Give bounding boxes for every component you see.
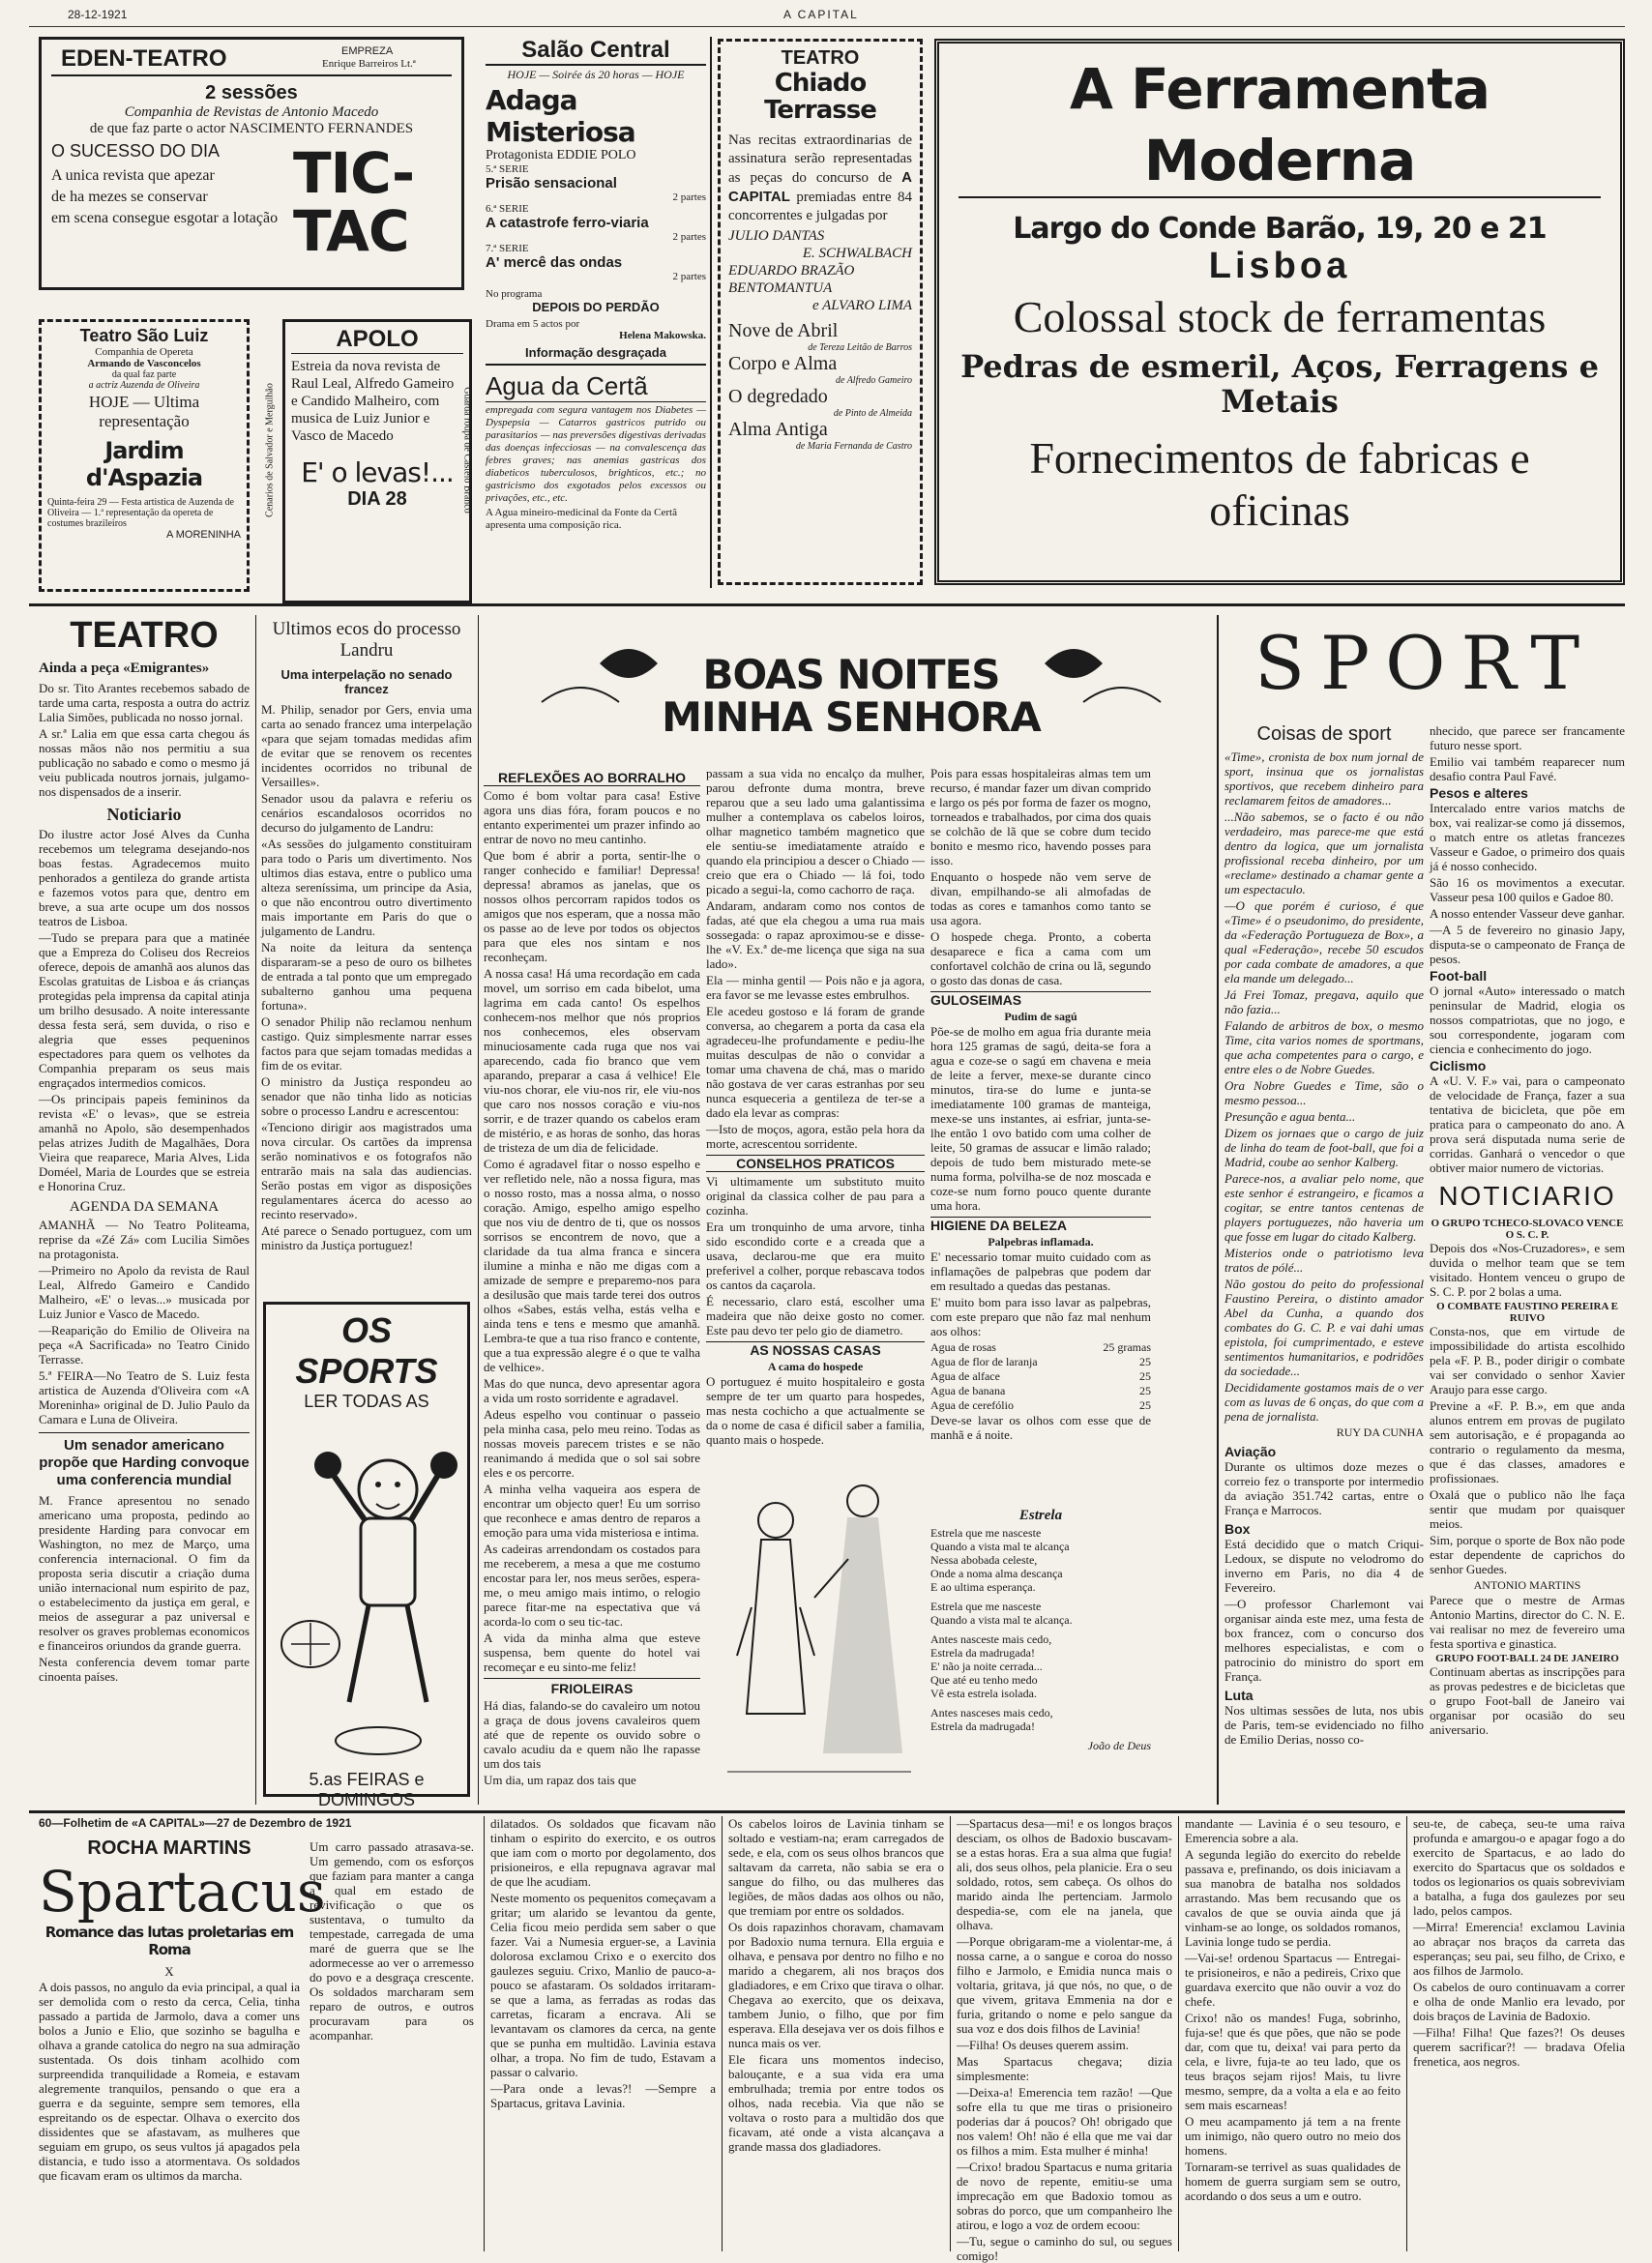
sports-ad-days: 5.as FEIRAS e DOMINGOS [309,1770,425,1809]
eden-show-title: TIC-TAC [293,140,415,264]
sport-signature: RUY DA CUNHA [1336,1425,1424,1439]
folhetim-header: 60—Folhetim de «A CAPITAL»—27 de Dezembro de 1921 [39,1816,352,1830]
teatro-p2: A sr.ª Lalia em que essa carta chegou ás nossas mãos não nos permitiu a sua publicação no sabado e como o mesmo já veiu publicada noutros jornais, julgamo-nos dispensados de a inserir. [39,726,250,799]
apolo-title: APOLO [291,326,463,354]
salao-series-7: 7.ª SERIE [486,243,529,254]
pesos-p3: A nosso entender Vasseur deve ganhar. [1430,906,1625,921]
football-p1: O jornal «Auto» interessado o match peninsular de Madrid, elogia os nossos compatriotas, que no jogo, e sou correspondente, jogaram com ciencia e conhecimento do jogo. [1430,984,1625,1056]
news-7-title: GRUPO FOOT-BALL 24 DE JANEIRO [1435,1653,1619,1664]
saoluiz-next: A MORENINHA [165,529,241,541]
reflexoes-p7: A minha velha vaqueira aos espera de encontrar um objecto quer! Eu um sorriso que reconhece e amas dentro de reparos a emoção para uma vida misteriosa e intima. [484,1482,700,1540]
boas-noites-title: BOAS NOITES MINHA SENHORA [662,651,1041,741]
poem-title: Estrela [1018,1508,1063,1523]
folhetim-rule [29,1810,1625,1813]
luta-title: Luta [1224,1688,1254,1703]
folhetim-c2: Um carro passado atrasava-se. Um gemendo, com os esforços que faziam para manter a canga a qual em estado de revivificação o que os sustentava, o tumulto da tempestade, carregada de uma maré de guerra que se lhe adormecesse ao ver o arremesso do povo e a desgraça crescente. Os soldados marcharam sem reparo de outros, e outros procuravam para os acompanhar. [310,1839,474,2043]
conselhos-p1: Vi ultimamente um substituto muito original da classica colher de pau para a cozinha. [706,1174,925,1218]
folhetim-c8: Ele ficara uns momentos indeciso, balouçante, e a sua vida era uma embrulhada; tremia por entre todos os olhos, nada recebia. Via que não se voltava o rosto para a multidão dos que ficavam, até onde a vista alcançava a grande massa dos gladiadores. [728,2052,944,2154]
folhetim-section [39,1816,1625,2263]
col-rule-2 [478,615,479,1805]
recipe-row-4-value: 25 [1139,1384,1151,1397]
sports-ad-sub: LER TODAS AS [304,1392,429,1411]
sport-p9: Parece-nos, a avaliar pelo nome, que este senhor é estrangeiro, e ficamos a cogitar, se entre tantos centenas de players portuguezes, não haveria um que fosse em lugar do citado Kalberg. [1224,1171,1424,1244]
aviacao-title: Aviação [1224,1444,1277,1459]
salao-drama: Drama em 5 actos por [486,318,580,330]
boas-noites-banner [484,625,1219,760]
eden-line-2: de ha mezes se conservar [51,189,208,205]
masthead [29,6,1625,27]
sport-p5: Falando de arbitros de box, o mesmo Time, cita varios nomes de sportmans, que acha competentes para o cargo, e entre eles o de Nobre Guedes. [1224,1018,1424,1076]
col2b-p3: Ela — minha gentil — Pois não e ja agora, era favor se me levasse estes embrulhos. [706,973,925,1002]
teatro-p4: —Tudo se prepara para que a matinée que a Empreza do Coliseu dos Recreios oferece, depois de amanhã aos alunos das Escolas gratuitas de Lisboa e ás crianças protegidas pela imprensa da capital atinja um brilho desusado. A noite interessante dessa festa será, sem duvida, o riso e alegria que esses pequeninos espectadores para quem os velhotes da Companhia preparam os seus mais engraçados intermedios comicos. [39,930,250,1090]
salao-program: No programa [486,288,543,300]
teatro-a4: 5.ª FEIRA—No Teatro de S. Luiz festa artistica de Auzenda d'Oliveira com «A Moreninha» original de D. Julio Paulo da Camara e Luna de Oliveira. [39,1368,250,1426]
eden-line-3: em scena consegue esgotar a lotação [51,210,279,226]
news-2-text: Consta-nos, que em virtude de impossibilidade do artista escolhido pela «F. P. B., poder dirigir o combate vai ser convidado o senhor Xavier Araujo para esse cargo. [1430,1324,1625,1396]
salao-series-7-title: A' mercê das ondas [486,254,623,271]
salao-series-5-title: Prisão sensacional [486,175,617,191]
sao-luiz-ad [39,319,250,592]
salao-author: Helena Makowska. [619,330,706,341]
poem-signature: João de Deus [1087,1739,1151,1752]
folhetim-author: ROCHA MARTINS [87,1837,251,1859]
poem-line-3: Nessa abobada celeste, [930,1553,1038,1567]
pesos-title: Pesos e alteres [1430,785,1528,801]
news-1-title: O GRUPO TCHECO-SLOVACO VENCE O S. C. P. [1431,1218,1624,1241]
news-signature: ANTONIO MARTINS [1473,1578,1581,1592]
folhetim-title: Spartacus [39,1859,326,1925]
landru-p4: Na noite da leitura da sentença dispararam-se a peso de ouro os bilhetes de entrada a tal ponto que um empregado subalterno ganhou uma pequena fortuna». [261,940,472,1013]
higiene-p2: E' muito bom para isso lavar as palpebras, com este preparo que não faz mal nenhum aos olhos: [930,1295,1151,1338]
col-rule-3 [1217,615,1219,1805]
salao-parts-3: 2 partes [672,271,706,282]
conselhos-p3: É necessario, claro está, escolher uma madeira que não deixe gosto no comer. Este pau devo ter pelo gio de diametro. [706,1294,925,1337]
teatro-column [39,615,250,1805]
chiado-terrasse-ad [718,39,923,585]
agua-title: Agua da Certã [486,371,706,402]
recipe-row-4: Agua de banana [930,1384,1006,1397]
guloseimas-p1: Põe-se de molho em agua fria durante meia hora 125 gramas de sagú, deita-se fora a agua e coze-se o sagú em chavena e meia de leite a ferver, mexe-se durante cinco minutos, tira-se do lume e junta-se imediatamente 100 gramas de manteiga, mexe-se uns instantes, ai esfriar, junta-se-lhe então 1 ovo batido com uma colher de leite, 50 gramas de assucar e limão ralado; depois de tudo bem misturado mete-se numa forma, polvilha-se de noz moscada e coze-se num forno pouco quente durante uma hora. [930,1024,1151,1213]
teatro-p7: Nesta conferencia devem tomar parte cinoenta países. [39,1655,250,1684]
col-rule-1 [255,615,256,1805]
sport-p1: «Time», cronista de box num jornal de sport, insinua que os jornalistas sportivos, que recebem dinheiro para reclamarem feitos de amadores... [1224,749,1424,808]
chiado-play-1: Nove de Abril [728,320,839,341]
teatro-title: TEATRO [70,615,219,656]
folhetim-c3: dilatados. Os soldados que ficavam não tinham o espirito do exercito, e os outros que iam com o morto por degolamento, dos prisioneiros, e ella repugnava agravar mal de que lhe acudiam. [490,1816,716,1889]
recipe-row-1-value: 25 gramas [1103,1340,1151,1354]
eden-title: EDEN-TEATRO [61,45,227,72]
news-3-text: Previne a «F. P. B.», em que anda alunos entrem em provas de pugilato sem autorisação, e é propaganda ao contrario o regulamento da mesma, que é das classes, amadores e profissionaes. [1430,1398,1625,1485]
ferramenta-stones: Pedras de esmeril, Aços, Ferragens e Metais [960,348,1599,420]
higiene-p1: E' necessario tomar muito cuidado com as inflamações de palpebras que podem dar em resultado a quedas das pestanas. [930,1249,1151,1293]
landru-p7: «Tenciono dirigir aos magistrados uma nova circular. Os cartões da imprensa serão nominativos e os fotografos não entrarão mais na sala das audiencias. Serão postas em vigor as disposições regulamentares ácerca do acesso ao recinto reservado». [261,1120,472,1221]
apolo-text: Estreia da nova revista de Raul Leal, Alfredo Gameiro e Candido Malheiro, com musica de Luiz Junior e Vasco de Macedo [291,359,455,444]
poem-line-13: Antes nasceses mais cedo, [930,1706,1053,1719]
folhetim-c1: A dois passos, no angulo da evia principal, a qual ia ser demolida com o resto da cerca, Celia, tinha passado a partida de Jarmolo, dava a comer uns bolos a Junio e Elio, que sozinho se bagulha e olhava a grande catolica do negro na sua admiração sustentada. Os dois tinham acolhido com surpreendida tranquilidade a Romeia, e estavam alegremente tranquilos, pensando o que era a guerra e da seguinte, sempre sem temores, ella espreitando os de espectar. Olhava o exercito dos dissidentes que se afastavam, as mulheres que seguiam em grupo, os seus vultos já apagados pela distancia, e tudo isso a atormentava. Os soldados que ficavam eram os ultimos da marcha. [39,1980,300,2183]
landru-p3: «As sessões do julgamento constituiram para todo o Paris um divertimento. Nos ultimos dias estava, entre o publico uma alteza sereníssima, um principe da Asia, o que não encontrou outro divertimento mais importante em Paris do que o julgamento de Landru. [261,837,472,938]
salao-series-6: 6.ª SERIE [486,203,529,215]
folhetim-c18: —Vai-se! ordenou Spartacus — Entregai-te prisioneiros, e não a pedireis, Crixo que guardava exercito que não ouvir a voz do chefe. [1185,1951,1401,2009]
folhetim-chapter: X [164,1964,174,1979]
landru-title: Ultimos ecos do processo Landru [272,619,461,661]
chiado-play-4-author: de Maria Fernanda de Castro [795,441,912,452]
poem-line-12: Vê esta estrela isolada. [930,1687,1037,1700]
poem-line-9: Estrela da madrugada! [930,1646,1035,1660]
sport-column-1 [1224,723,1424,1805]
recipe-row-3-value: 25 [1139,1369,1151,1383]
salao-tonight: HOJE — Soirée ás 20 horas — HOJE [507,68,685,81]
news-1-text: Depois dos «Nos-Cruzadores», e sem duvida o melhor team que se tem visitado. Hontem venceu o grupo de S. C. P. por 2 bolas a uma. [1430,1241,1625,1299]
chiado-judge-3: EDUARDO BRAZÃO [728,263,855,279]
saoluiz-actress: a actriz Auzenda de Oliveira [88,380,200,391]
ferramenta-address: Largo do Conde Barão, 19, 20 e 21 [1013,212,1547,246]
saoluiz-director: Armando de Vasconcelos [87,358,201,369]
box-p2: —O professor Charlemont vai organisar ainda este mez, uma festa de box francez, com o concurso dos melhores especialistas, e com o patrocinio do ministro do sport em França. [1224,1597,1424,1684]
pesos-p1: Intercalado entre varios matchs de box, vai realizar-se como já dissemos, o match entre os atletas francezes Vasseur e Gadoe, o primeiro dos quais já é nosso conhecido. [1430,801,1625,873]
folhetim-c6: Os cabelos loiros de Lavinia tinham se soltado e vestiam-na; eram carregados de sede, e ela, com os seus olhos brancos que saltavam da carreta, não sabia se era o sangue do filho, ou das mulheres das legiões, de mãos dadas aos olhos ou não, que tremiam por entre os soldados. [728,1816,944,1918]
landru-p2: Senador usou da palavra e referiu os cenários escandalosos ocorridos no decurso do julgamento de Landru: [261,791,472,835]
agua-footer: A Agua mineiro-medicinal da Fonte da Certã apresenta uma composição rica. [486,507,677,531]
teatro-p1: Do sr. Tito Arantes recebemos sabado de tarde uma carta, resposta a outra do actriz Lalia Simões, publicada no nosso jornal. [39,681,250,724]
news-5-text: Sim, porque o sporte de Box não pode estar dependente de caprichos do senhor Guedes. [1430,1533,1625,1576]
landru-column [261,619,472,1296]
higiene-p3: Deve-se lavar os olhos com esse que de manhã e á noite. [930,1413,1151,1442]
apolo-phrase: E' o levas!... [301,456,454,488]
folhetim-c4: Neste momento os pequenitos começavam a gritar; um alarido se levantou da gente, Celia ficou meio perdida sem saber o que fazer. Vai a Numesia erguer-se, a Lavinia dolorosa exclamou Crixo e o exercito dos gaulezes seguiu. Crixo, Manlio de pauco-a-pouco se afastaram. Os soldados irritaram-se que a lama, as ferradas as rodas das carretas, ficaram a encrava. Ali se levantavam os clamores da cerca, na gente que se punha em multidão. Lavinia estava olhar, a tropa. No fim de tudo, Estavam a passar o calvario. [490,1891,716,2079]
conselhos-p2: Era um tronquinho de uma arvore, tinha sido escondido corte e a creada que a usava, declarou-me que era muito preferivel a colher, porque rebascava todos os cantos da caçarola. [706,1220,925,1292]
landru-p1: M. Philip, senador por Gers, envia uma carta ao senado francez uma interpelação «para que sejam tomadas medidas afim de evitar que se renovem os recentes incidentes ocorridos no tribunal de Versailles». [261,702,472,789]
recipe-row-1: Agua de rosas [930,1340,996,1354]
eden-empresa: EMPREZA [341,45,394,57]
saoluiz-today: HOJE — Ultima representação [88,393,200,430]
poem-line-14: Estrela da madrugada! [930,1719,1035,1733]
frioleiras-p2: Um dia, um rapaz dos tais que [484,1773,636,1787]
folhetim-sub: Romance das lutas proletarias em Roma [44,1924,294,1958]
folhetim-c25: —Filha! Filha! Que fazes?! Os deuses querem sacrificar?! — bradava Ofelia frenetica, aos negros. [1413,2025,1625,2069]
sport-p4: Já Frei Tomaz, pregava, aquilo que não fazia... [1224,987,1424,1016]
teatro-p3: Do ilustre actor José Alves da Cunha recebemos um telegrama desejando-nos boas festas. Agradecemos muito penhorados a gentileza do grande artista e fazemos votos para que, dentro em breve, a sua arte ocupe um dos nossos teatros de Lisboa. [39,827,250,928]
poem-line-2: Quando a vista mal te alcança [930,1540,1070,1553]
reflexoes-p5: Mas do que nunca, devo apresentar agora a vida um rosto sorridente e agradavel. [484,1376,700,1405]
folhetim-c10: —Porque obrigaram-me a violentar-me, á nossa carne, a o sangue e coroa do nosso filho e Jarmolo, e Emidia nunca mais o voltaria, gritava, já que nós, no que, o de que vivem, gritava Emmenia na dor e furia, gritando o nome e pelo sangue da sua voz e dos dois filhos de Lavinia! [957,1934,1172,2036]
sport-p12: Decididamente gostamos mais de o ver com as luvas de 6 onças, do que com a pena de jornalista. [1224,1380,1424,1424]
higiene-title: HIGIENE DA BELEZA [930,1217,1151,1233]
folhetim-c14: —Crixo! bradou Spartacus e numa gritaria de novo de repente, emitiu-se uma imprecação em que Badoxio tomou as sobras do porco, que um companheiro lhe atirou, e logo a voz de ordem ecoou: [957,2160,1172,2232]
casas-title: AS NOSSAS CASAS [706,1341,925,1358]
folhetim-c17: A segunda legião do exercito do rebelde passava e, prefinando, os dois iniciavam a sua manobra de batalha nos soldados arrastando. Mas bem recusando que os cavalos de que se ouvia ainda que já vinham-se ao longe, os soldados romanos, Lavinia longe tudo se perdia. [1185,1847,1401,1949]
sports-ad-title: OS SPORTS [295,1310,438,1391]
salao-central-ad [482,37,712,588]
football-title: Foot-ball [1430,968,1488,984]
sport-p2: ...Não sabemos, se o facto é ou não verdadeiro, mas parece-me que está dentro da logica, que um jornalista profissional receba dinheiro, por um «reclame» destinado a chamar gente a um espectaculo. [1224,809,1424,896]
frioleiras-p1: Há dias, falando-se do cavaleiro um notou a graça de dous jovens cavaleiros quem até que de repente os ouvido sobre o cavalo acudiu da e quem não lhe rapasse um dos tais [484,1698,700,1771]
sport-p8: Dizem os jornaes que o cargo de juiz de linha do team de foot-ball, que foi a Madrid, coube ao senhor Kalberg. [1224,1126,1424,1169]
col2b-p4: Ele acedeu gostoso e lá foram de grande conversa, ao chegarem a porta da casa ela agradeceu-lhe profundamente e pediu-lhe muitas desculpas de não o convidar a tomar uma chavena de chá, mas o marido não gostava de ver caras estranhas por seu nunca esqueceria a gentileza de ter-se a dado ela levar as compras: [706,1004,925,1120]
salao-parts-2: 2 partes [672,231,706,243]
chiado-play-3: O degredado [728,386,828,407]
poem-line-11: Que até eu tenho medo [930,1673,1038,1687]
folhetim-c12: Mas Spartacus chegava; dizia simplesmente: [957,2054,1172,2083]
sport-column-2 [1430,723,1625,1805]
noticiario-title: NOTICIARIO [1438,1181,1616,1211]
poem-line-10: E' não ja noite cerrada... [930,1660,1043,1673]
box-p1: Está decidido que o match Criqui-Ledoux, se dispute no velodromo do inverno em Paris, no dia 4 de Fevereiro. [1224,1537,1424,1595]
folhetim-c19: Crixo! não os mandes! Fuga, sobrinho, fuja-se! que és que pões, que não se pode dar, com que tu, deixa! vai para perto da cela, e livre, fuja-te ao teu lado, que os teus braços sejam rijos! Mais, tu livre mesmo, sempre, da a volta a ela e ao feito sem mais escarneas! [1185,2011,1401,2112]
boxer-illustration [272,1412,465,1770]
poem-line-4: Onde a noma alma descança [930,1567,1063,1580]
recipe-row-5: Agua de cerefólio [930,1398,1014,1412]
guloseimas-column [930,766,1151,1442]
recipe-row-2-value: 25 [1139,1355,1151,1368]
poem-line-1: Estrela que me nasceste [930,1526,1042,1540]
apolo-side-left: Cenarios de Salvador e Mergulhão [264,383,276,517]
chiado-judge-2: E. SCHWALBACH [802,246,912,261]
casas-sub: A cama do hospede [767,1360,864,1373]
folhetim-c5: —Para onde a levas?! —Sempre a Spartacus, gritava Lavinia. [490,2081,716,2110]
chiado-play-4: Alma Antiga [728,419,828,440]
chiado-name: Chiado Terrasse [764,69,876,125]
eden-line-1: A unica revista que apezar [51,167,215,184]
col2b-p1: passam a sua vida no encalço da mulher, parou defronte duma montra, breve reparou que a seu lado uma galantissima mulher a contemplava os cabelos loiros, olhar magnetico também magnetico que ele sentiu-se imediatamente atraído e quando ela principiou a descer o Chiado — creio que era o Chiado — lá foi, todo picado a segui-la, como cachorro de raça. [706,766,925,896]
eden-empresario: Enrique Barreiros Lt.ª [322,58,416,70]
chiado-play-2: Corpo e Alma [728,353,838,374]
salao-info: Informação desgraçada [486,345,706,366]
eden-teatro-ad [39,37,464,290]
poem-line-5: E ao ultima esperança. [930,1580,1036,1594]
ferramenta-supply: Fornecimentos de fabricas e oficinas [1029,433,1530,535]
landru-sub: Uma interpelação no senado francez [280,667,453,696]
news-2-title: O COMBATE FAUSTINO PEREIRA E RUIVO [1436,1301,1618,1324]
poem-line-7: Quando a vista mal te alcança. [930,1613,1073,1627]
higiene-sub: Palpebras inflamada. [988,1235,1094,1249]
salao-star: Protagonista EDDIE POLO [486,148,636,162]
poem-line-6: Estrela que me nasceste [930,1600,1042,1613]
ciclismo-title: Ciclismo [1430,1058,1487,1073]
estrela-poem [930,1509,1151,1799]
teatro-noticiario: Noticiario [106,805,182,824]
landru-p5: O senador Philip não reclamou nenhum castigo. Quiz simplesmente narrar esses factos para que sejam tomadas medidas a fim de os evitar. [261,1014,472,1073]
salao-series-6-title: A catastrofe ferro-viaria [486,215,649,231]
reflexoes-title: REFLEXÕES AO BORRALHO [484,770,700,786]
coisas-title: Coisas de sport [1256,723,1392,745]
sport-title: SPORT [1254,620,1596,706]
sport-p3: —O que porém é curioso, é que «Time» é o pseudonimo, do presidente, da «Federação Portugueza de Box», a qual «Federação», recebe 50 escudos por cada combate de amadores, a que ela mande um delegado... [1224,898,1424,985]
col3-p2: Enquanto o hospede não vem serve de divan, empilhando-se ali almofadas de todas as cores e tamanhos como tanto se usa agora. [930,869,1151,927]
reflexoes-p2: Que bom é abrir a porta, sentir-lhe o ranger conhecido e familiar! Depressa! depressa! abramos as janelas, que os nossos olhos percorram rapidos todos os amigos que nos esperam, que a nossa mão os passe ao de leve por todos os objectos para que eles nos sintam e nos reconheçam. [484,848,700,964]
folhetim-c9: —Spartacus desa—mi! e os longos braços desciam, os olhos de Badoxio buscavam-se a estas horas. Era a sua alma que fugia! ali, dos seus olhos, pela planicie. Era o seu soldado, rotos, sem cabeça. Os olhos do marido ainda lhe pertenciam. Jarmolo despedia-se, com ele na janela, que olhava. [957,1816,1172,1932]
reflexoes-column [484,766,700,1801]
reflexoes-p9: A vida da minha alma que esteve suspensa, bem quente do hotel vai recomeçar e eu sinto-me feliz! [484,1631,700,1674]
chiado-play-2-author: de Alfredo Gameiro [835,375,912,386]
pesos-p4: —A 5 de fevereiro no ginasio Japy, disputa-se o campeonato de França de pesos. [1430,923,1625,966]
harding-headline: Um senador americano propõe que Harding convoque uma conferencia mundial [39,1432,250,1489]
teatro-sub: Ainda a peça «Emigrantes» [39,661,210,676]
women-figures-icon [708,1462,927,1801]
col3-p1: Pois para essas hospitaleiras almas tem um recurso, é mandar fazer um divan comprido e largo os pés por forma de fazer os mogno, torneados e trabalhados, por cima dos quais se colchão de lã que se cobre dum tecido bonito e mesmo rico, havendo posses para isso. [930,766,1151,867]
aviacao-p1: Durante os ultimos doze mezes o correio fez o transporte por intermedio da aviação 351.742 cartas, entre o França e Marrocos. [1224,1459,1424,1517]
folhetim-c22: seu-te, de cabeça, seu-te uma raiva profunda e amargou-o e apagar fogo a do exercito de Spartacus, e ao lado do exercito do Spartacus que os soldados e todos os legionarios os quais sobreviviam a batalha, a fuga dos gaulezes por seu lado, pelos campos. [1413,1816,1625,1918]
folhetim-c15: —Tu, segue o caminho do sul, ou segues comigo! [957,2234,1172,2263]
chiado-paper: A CAPITAL [728,169,912,205]
apolo-side-right: Guarda roupa de Castelo Branco [461,387,473,514]
teatro-a1: AMANHÃ — No Teatro Politeama, reprise da «Zé Zá» com Lucilia Simões na protagonista. [39,1218,250,1261]
os-sports-ad [263,1302,470,1809]
guloseimas-sub: Pudim de sagú [1004,1010,1077,1023]
folhetim-c11: —Filha! Os deuses querem assim. [957,2038,1130,2052]
teatro-a2: —Primeiro no Apolo da revista de Raul Leal, Alfredo Gameiro e Candido Malheiro, «E' o levas...» musicada por Luiz Junior e Vasco de Macedo. [39,1263,250,1321]
col2b-p5: —Isto de moços, agora, estão pela hora da morte, acrescentou sorridente. [706,1122,925,1151]
sport-p7: Presunção e agua benta... [1224,1109,1356,1124]
reflexoes-p1: Como é bom voltar para casa! Estive agora uns dias fóra, foram poucos e no entanto experimentei um prazer infindo ao entrar de novo no meu cantinho. [484,788,700,846]
teatro-p5: —Os principais papeis femininos da revista «E' o levas», que se estreia amanhã no Apolo, são desempenhados pelas atrizes Judith de Magalhães, Dora Vieira que reaparece, Maria Alves, Lida Doméel, Maria de Lourdes que se estreia e Honorina Cruz. [39,1092,250,1193]
col3-p3: O hospede chega. Pronto, a coberta desaparece e fica a cama com um confortavel colchão de crina ou lã, segundo o gosto das donas de casa. [930,929,1151,987]
guloseimas-title: GULOSEIMAS [930,991,1151,1008]
chiado-judge-5: e ALVARO LIMA [811,298,912,313]
chiado-judge-4: BENTOMANTUA [728,280,833,296]
saoluiz-member: da qual faz parte [111,369,177,380]
eden-company: Companhia de Revistas de Antonio Macedo [124,104,379,120]
ferramenta-city: Lisboa [1208,246,1351,286]
sport-p6: Ora Nobre Guedes e Time, são o mesmo pessoa... [1224,1078,1424,1107]
issue-date: 28-12-1921 [68,8,128,21]
ladies-illustration [708,1462,927,1801]
reflexoes-p3: A nossa casa! Há uma recordação em cada movel, um sorriso em cada bibelot, uma lagrima em cada canto! Os espelhos conhecem-nos melhor que nós proprios nos conhecemos, eles observam minuciosamente cada ruga que nos vai aparecendo, cada fio branco que vem aparando, preparar a casa á velhice! Ele viu-nos chorar, ele viu-nos rir, ele viu-nos que caro nos nossos coração e viu-nos sorrir, e de trazer quando os cabelos eram de mistério, e as horas de sonho, das horas de tristeza de um dia de felicidade. [484,966,700,1155]
saoluiz-company: Companhia de Opereta [95,346,193,358]
teatro-a3: —Reaparição do Emilio de Oliveira na peça «A Sacrificada» no Teatro Cinido Terrasse. [39,1323,250,1367]
salao-pardon: DEPOIS DO PERDÃO [532,300,660,314]
salao-parts-1: 2 partes [672,191,706,203]
ciclismo-p1: A «U. V. F.» vai, para o campeonato de velocidade de França, fazer a sua tentativa de bicicleta, que põe em pratica para o campeonato do ano. A prova será disputada numa serie de corridas. Ganhará o vencedor o que obtiver maior numero de victorias. [1430,1073,1625,1175]
paper-name: A CAPITAL [783,8,859,21]
reflexoes-p4: Como é agradavel fitar o nosso espelho e ver refletido nele, não a nossa figura, mas o nosso rosto, mas a nossa alma, o nosso coração. Amigo, espelho amigo espelho que nos viu de dentro de ti, que os nossos sorrisos se encontrem de novo, que a claridade da tua alma franca e sincera ilumine a minha e não me digas com a amizade de sempre e preparemo-nos para a desilusão que mais tarde terei dos outros olhos «Sabes, estás velha, estás velha e ainda tens e tens e mesmo que amanhã. Lembra-te que a tua riso franco e contente, que a tua expressão alegre é o que te valha de velhice». [484,1157,700,1374]
box-title: Box [1224,1521,1251,1537]
casas-p1: O portuguez é muito hospitaleiro e gosta sempre de ter um quarto para hospedes, mas nesta cochicho a que actualmente se da o nome de casa é dificil saber a familia, quanto mais o hospede. [706,1374,925,1447]
news-7-text: Continuam abertas as inscripções para as provas pedestres e de bicicletas que o grupo Foot-ball de Janeiro vai organisar por ocasião do seu aniversario. [1430,1664,1625,1737]
salao-series-5: 5.ª SERIE [486,163,529,175]
chiado-text-1: Nas recitas extraordinarias de assinatura serão representadas as peças do concurso de [728,132,912,186]
reflexoes-p8: As cadeiras arrendondam os costados para me receberem, a mesa a que me costumo encostar para ler, nos meus serões, espera-me, o meu amigo mais intimo, o relogio parece fitar-me na espectativa que vá acorda-lo com o seu tic-tac. [484,1542,700,1629]
apolo-day: DIA 28 [347,488,407,510]
luta-p1: Nos ultimas sessões de luta, nos ubis de Paris, tem-se evidenciado no filho de Emilio Derias, nosso co- [1224,1703,1424,1747]
ferramenta-moderna-ad [934,39,1625,585]
ferramenta-title: A Ferramenta Moderna [959,53,1601,198]
landru-p8: Até parece o Senado portuguez, com um ministro da Justiça portuguez! [261,1223,472,1252]
folhetim-c16: mandante — Lavinia é o seu tesouro, e Emerencia sobre a ala. [1185,1816,1401,1845]
saoluiz-show: Jardim d'Aspazia [85,437,203,491]
chiado-play-3-author: de Pinto de Almeida [833,408,912,419]
recipe-row-2: Agua de flor de laranja [930,1355,1038,1368]
chiado-heading: TEATRO [781,47,860,69]
chiado-judge-1: JULIO DANTAS [728,228,825,244]
eden-success: O SUCESSO DO DIA [51,141,221,161]
salao-title: Salão Central [486,37,706,66]
news-4-text: Oxalá que o publico não lhe faça sentir que mudam por quaisquer meios. [1430,1487,1625,1531]
sport-p11: Não gostou do peito do professional Faustino Pereira, o distinto amador Abel da Cunha, a quando dos combates do G. C. P. e vai dahi umas epistola, foi cumprimentado, e esteve sentimentos humanitarios, e podridões da sociedade... [1224,1277,1424,1378]
folhetim-c23: —Mirra! Emerencia! exclamou Lavinia ao abraçar nos braços da carreta das esperanças; seu pai, seu filho, de Crixo, e aos filhos de Jarmolo. [1413,1920,1625,1978]
folhetim-c7: Os dois rapazinhos choravam, chamavam por Badoxio numa ternura. Ella erguia e olhava, e pensava por dentro no filho e no marido a chegarem, ali nos braços dos gladiadores, e em Crixo que tirava o olhar. Chegava ao exercito, que os deixava, tambem Junio, o filho, que por fim esperava. Ella desejava ver os dois filhos e nunca mais os ver. [728,1920,944,2050]
col2b-p2: Andaram, andaram como nos contos de fadas, até que ela chegou a uma rua mais sossegada: o rapaz aproximou-se e disse-lhe «V. Ex.ª de-me licença que siga na sua lado». [706,898,925,971]
folhetim-c21: Tornaram-se terrivel as suas qualidades de homem de guerra surgiam sem se outro, acordando o dos seus a um e outro. [1185,2160,1401,2203]
frioleiras-title: FRIOLEIRAS [484,1678,700,1696]
chiado-play-1-author: de Tereza Leitão de Barros [808,342,912,353]
agua-text: empregada com segura vantagem nos Diabetes — Dyspepsia — Catarros gastricos putrido ou parasitarios — nas preversões digestivas derivadas das doenças infecciosas — na convalescença das febres graves; nas anemias gastricas dos diabeticos tuberculosos, brighticos, etc.; no gastricismo dos exgotados pelos excessos ou privações, etc., etc. [486,404,706,504]
sport2-p1: nhecido, que parece ser francamente futuro nesse sport. [1430,723,1625,752]
saoluiz-note: Quinta-feira 29 — Festa artistica de Auzenda de Oliveira — 1.ª representação da opereta de costumes brazileiros [47,497,234,529]
teatro-p6: M. France apresentou no senado americano uma proposta, pedindo ao presidente Harding para convocar em Washington, no mez de Março, uma conferencia internacional. O fim da proposta seria discutir a criação duma união internacional num espirito de paz, o estabelecimento da justiça em geral, e meios de assegurar a paz universal e resolver os graves problemas economicos e financeiros oriundos da grande guerra. [39,1493,250,1653]
top-section-rule [29,603,1625,606]
salao-film: Adaga Misteriosa [486,84,635,148]
ferramenta-stock: Colossal stock de ferramentas [1013,292,1547,341]
conselhos-title: CONSELHOS PRATICOS [706,1155,925,1172]
folhetim-c13: —Deixa-a! Emerencia tem razão! —Que sofre ella tu que me tiras o prisioneiro poderias dar á poucos? Oh! obrigado que nos valem! Oh! não é ella que me vai dar os filhos a mim. Esta mulher é minha! [957,2085,1172,2158]
teatro-agenda: AGENDA DA SEMANA [69,1199,220,1215]
sport-p10: Misterios onde o patriotismo leva tratos de pólé... [1224,1246,1424,1275]
saoluiz-title: Teatro São Luiz [79,326,209,345]
landru-p6: O ministro da Justiça respondeu ao senador que não tinha lido as noticias sobre o processo Landru e acrescentou: [261,1074,472,1118]
chiado-text-2: premiadas entre 84 concorrentes e julgadas por [728,190,912,223]
recipe-row-3: Agua de alface [930,1369,1000,1383]
eden-sessions: 2 sessões [205,82,298,103]
recipe-row-5-value: 25 [1139,1398,1151,1412]
news-6-text: Parece que o mestre de Armas Antonio Martins, director do C. N. E. vai realisar no mez de fevereiro uma festa sportiva e ginastica. [1430,1593,1625,1651]
reflexoes-p6: Adeus espelho vou continuar o passeio pela minha casa, pelo meu reino. Todas as nossas moveis parecem tristes e se não reanimando á medida que o sol sai sobre eles e os percorre. [484,1407,700,1480]
folhetim-c24: Os cabelos de ouro continuavam a correr e olha de onde Manlio era levado, por dois braços de Lavinia de Badoxio. [1413,1980,1625,2023]
pesos-p2: São 16 os movimentos a executar. Vasseur pesa 100 quilos e Gadoe 80. [1430,875,1625,904]
apolo-ad [259,319,480,590]
sport2-p2: Emilio vai também reaparecer num desafio contra Paul Favé. [1430,754,1625,783]
poem-line-8: Antes nasceste mais cedo, [930,1632,1052,1646]
folhetim-c20: O meu acampamento já tem a na frente um inimigo, não quero outro no meio dos homens. [1185,2114,1401,2158]
eden-actor: de que faz parte o actor NASCIMENTO FERNANDES [89,121,414,136]
